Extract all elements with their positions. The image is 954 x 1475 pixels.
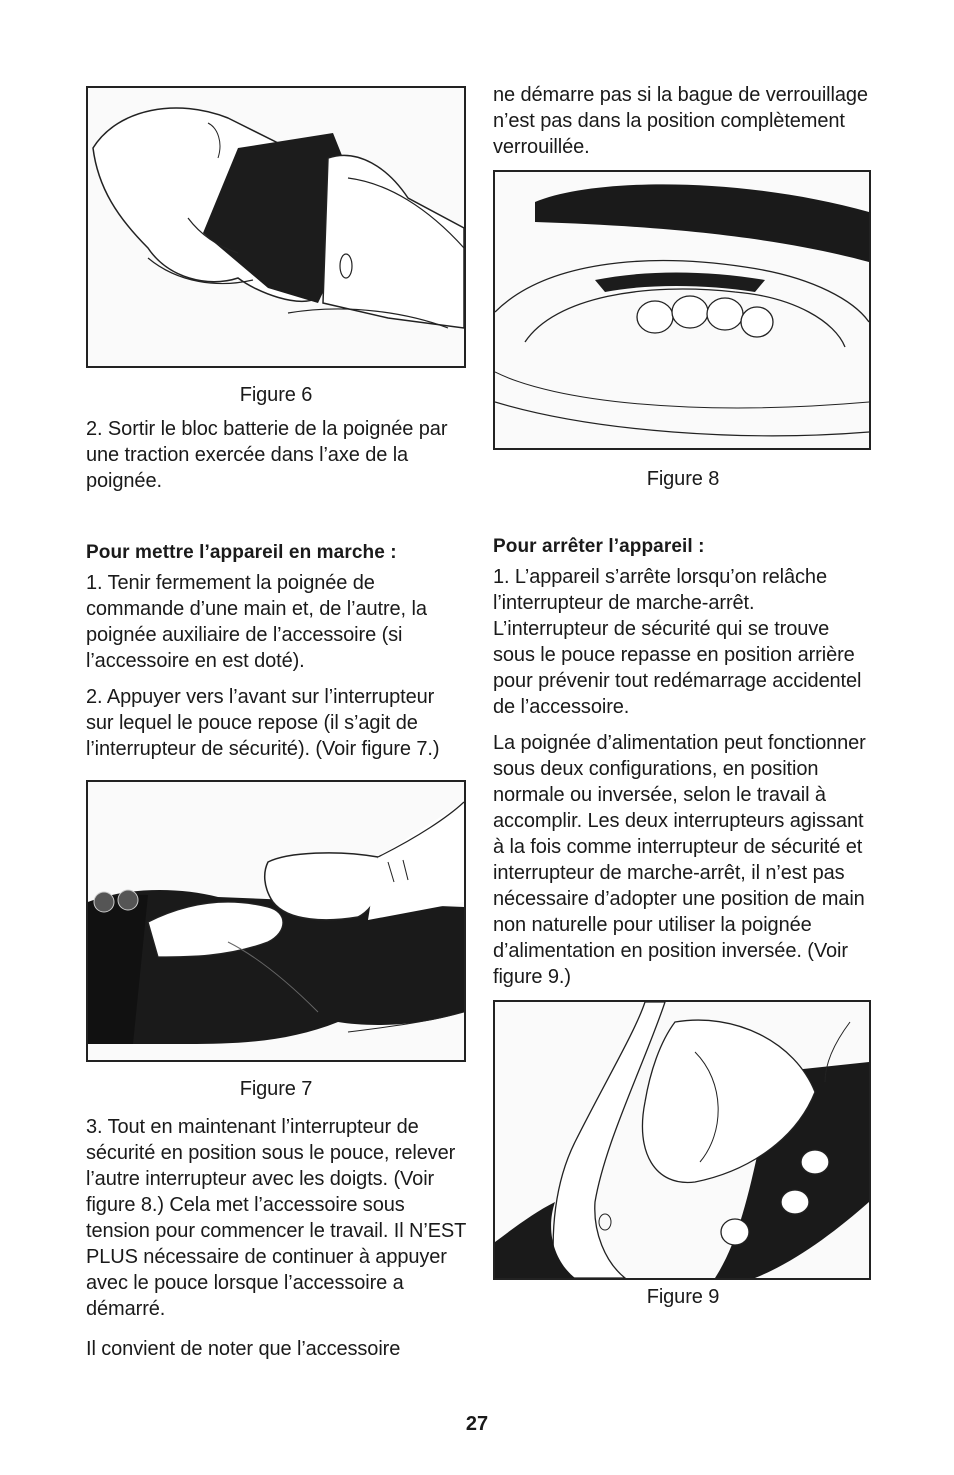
fingers-on-trigger-icon [495,172,869,448]
continuation-text: ne démarre pas si la bague de verrouillage n’est pas dans la position complètement verrouillée. [493,84,868,158]
turn-off-paragraph-2: La poignée d’alimentation peut fonctionner sous deux configurations, en position normale ou inversée, selon le travail à accomplir. Les deux interrupteurs agissant à la fois comme interrupteur de sécurité et interrupteur de marche-arrêt, il n’est pas nécessaire d’adopter une position de main non naturelle pour utiliser la poignée d’alimentation en position inversée. (Voir figure 9.) [493,732,866,988]
section-heading-turn-on: Pour mettre l’appareil en marche : [86,542,397,563]
hand-removing-battery-icon [88,88,464,366]
note-accessory-start: Il convient de noter que l’accessoire [86,1338,401,1360]
reversed-grip-icon [495,1002,869,1278]
figure-8-caption: Figure 8 [646,468,720,490]
step-2-remove-battery: 2. Sortir le bloc batterie de la poignée par une traction exercée dans l’axe de la poignée. [86,418,448,492]
figure-6-illustration [86,86,466,368]
section-heading-turn-off: Pour arrêter l’appareil : [493,536,705,557]
turn-on-step-3: 3. Tout en maintenant l’interrupteur de sécurité en position sous le pouce, relever l’autre interrupteur avec les doigts. (Voir figure 8.) Cela met l’accessoire sous tension pour commencer le travail. Il N’EST PLUS nécessaire de continuer à appuyer avec le pouce lorsque l’accessoire a démarré. [86,1116,466,1320]
page-number: 27 [465,1413,489,1435]
figure-7-illustration [86,780,466,1062]
turn-off-step-1: 1. L’appareil s’arrête lorsqu’on relâche l’interrupteur de marche-arrêt. L’interrupteur de sécurité qui se trouve sous le pouce repasse en position arrière pour prévenir tout redémarrage accidentel de l’accessoire. [493,566,862,718]
turn-on-step-2: 2. Appuyer vers l’avant sur l’interrupteur sur lequel le pouce repose (il s’agit de l’interrupteur de sécurité). (Voir figure 7.) [86,686,440,760]
figure-9-illustration [493,1000,871,1280]
thumb-on-safety-switch-icon [88,782,464,1060]
right-column [493,82,873,1310]
figure-6-caption: Figure 6 [239,384,313,406]
figure-8-illustration [493,170,871,450]
figure-7-caption: Figure 7 [239,1078,313,1100]
figure-9-caption: Figure 9 [646,1286,720,1308]
turn-on-step-1: 1. Tenir fermement la poignée de commande d’une main et, de l’autre, la poignée auxiliaire de l’accessoire (si l’accessoire en est doté). [86,572,427,672]
left-column [86,86,466,1362]
